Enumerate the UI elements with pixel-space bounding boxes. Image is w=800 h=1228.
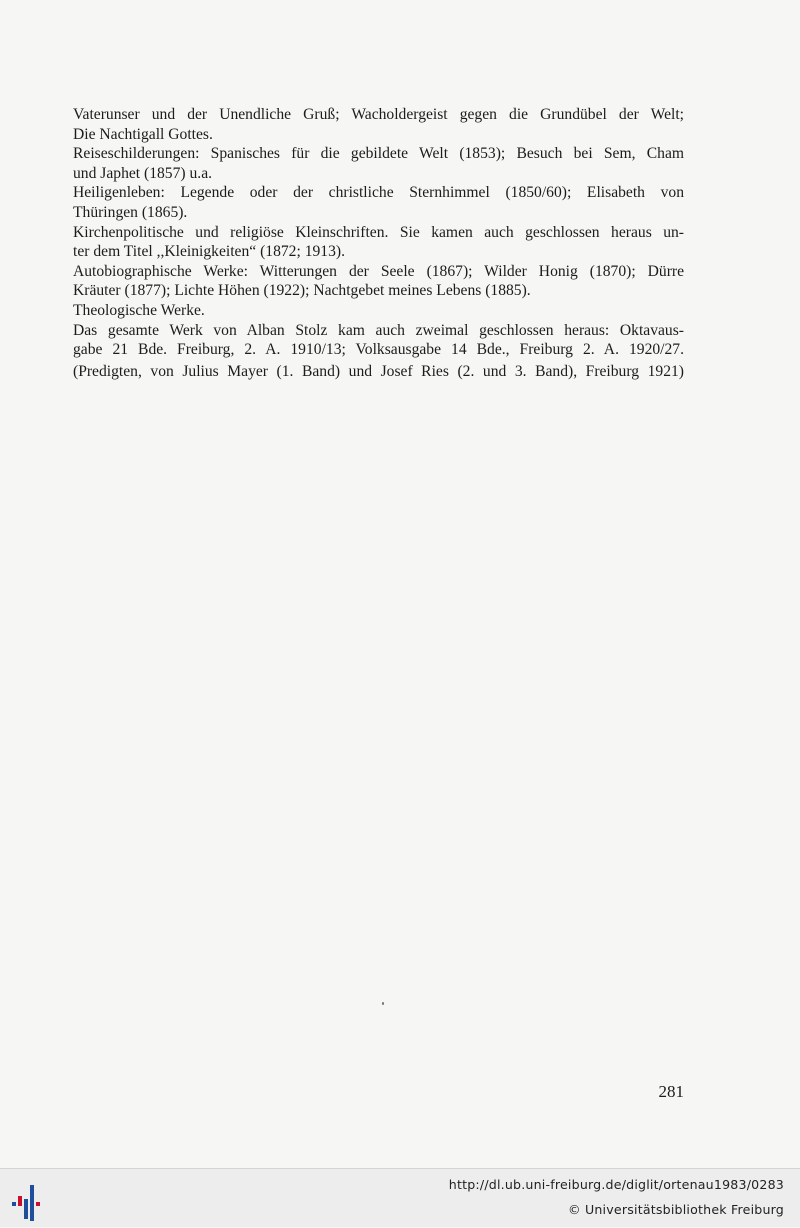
page-number: 281 [658,1082,684,1101]
logo-graphic [10,1177,50,1223]
text-line: Vaterunser und der Unendliche Gruß; Wacholdergeist gegen die Grundübel der Welt; [73,106,684,123]
text-line: und Japhet (1857) u.a. [73,164,213,182]
copyright-notice: © Universitätsbibliothek Freiburg [567,1202,784,1217]
text-line: Thüringen (1865). [73,203,188,221]
body-text [73,105,684,381]
text-line: (Predigten, von Julius Mayer (1. Band) und Josef Ries (2. und 3. Band), Freiburg 1921) [73,362,684,380]
text-line: ter dem Titel ,,Kleinigkeiten“ (1872; 1913). [73,243,345,261]
text-line: Reiseschilderungen: Spanisches für die gebildete Welt (1853); Besuch bei Sem, Cham [73,145,684,163]
text-line: Theologische Werke. [73,301,205,319]
text-line: Kräuter (1877); Lichte Höhen (1922); Nachtgebet meines Lebens (1885). [73,282,531,300]
viewer-footer [0,1168,800,1227]
permalink-url[interactable]: http://dl.ub.uni-freiburg.de/diglit/ortenau1983/0283 [448,1177,784,1192]
text-line: gabe 21 Bde. Freiburg, 2. A. 1910/13; Volksausgabe 14 Bde., Freiburg 2. A. 1920/27. [73,341,684,359]
text-line: Kirchenpolitische und religiöse Kleinschriften. Sie kamen auch geschlossen heraus un- [73,223,684,241]
scan-speck [382,1002,384,1005]
text-line: Autobiographische Werke: Witterungen der Seele (1867); Wilder Honig (1870); Dürre [73,262,684,280]
text-line: Die Nachtigall Gottes. [73,125,213,143]
text-line: Heiligenleben: Legende oder der christliche Sternhimmel (1850/60); Elisabeth von [73,184,684,202]
text-line: Das gesamte Werk von Alban Stolz kam auch zweimal geschlossen heraus: Oktavaus- [73,321,684,339]
ub-freiburg-logo-icon[interactable] [10,1177,50,1223]
